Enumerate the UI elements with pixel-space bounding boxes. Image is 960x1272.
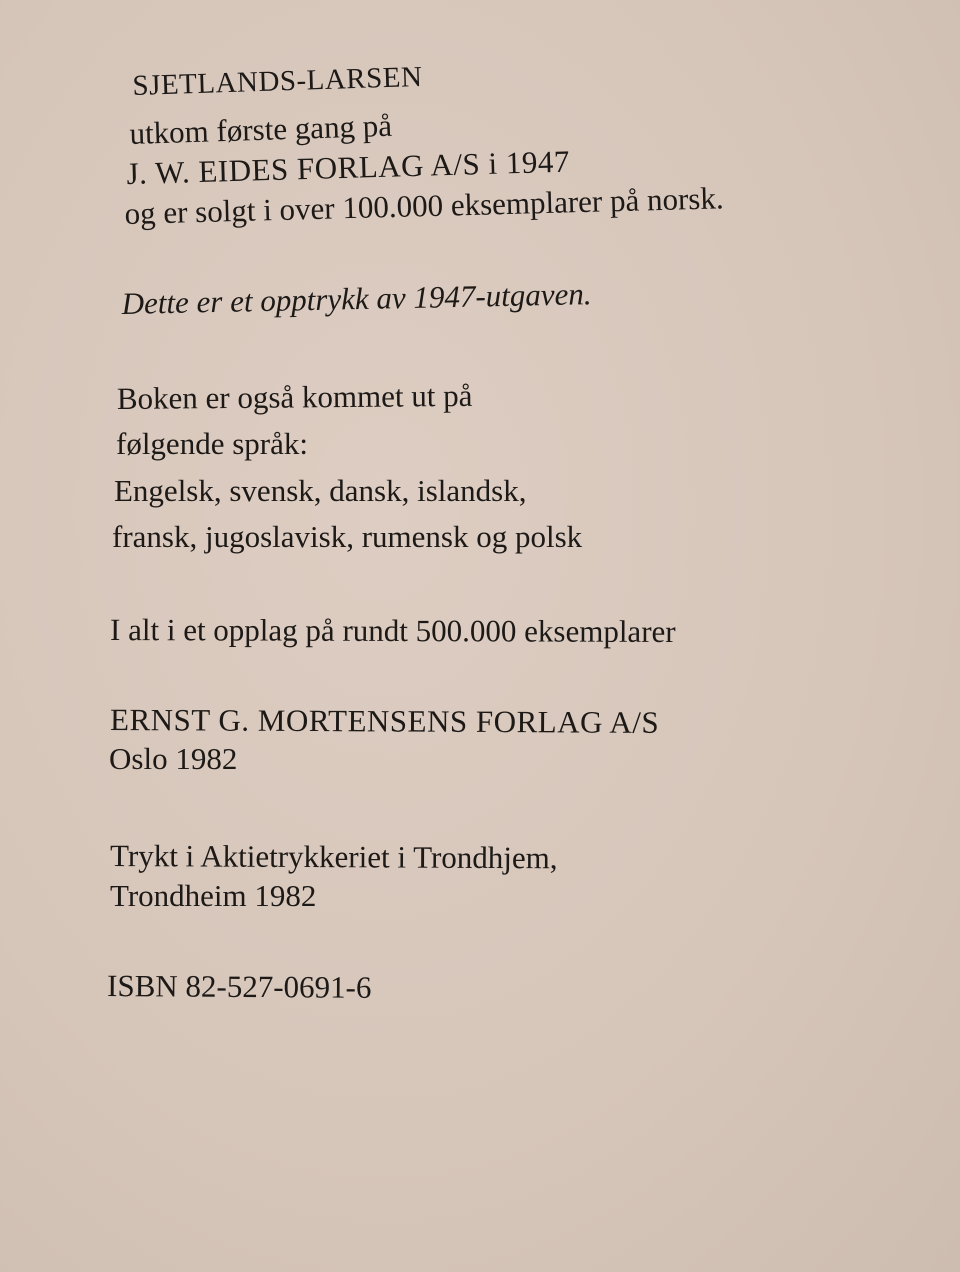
printer-line-1: Trykt i Aktietrykkeriet i Trondhjem, [109, 838, 558, 876]
publisher-text: ERNST G. MORTENSENS FORLAG A/S [109, 702, 660, 740]
printer-line-2: Trondheim 1982 [110, 878, 317, 913]
publisher-place-text: Oslo 1982 [109, 741, 238, 776]
sales-text: og er solgt i over 100.000 eksemplarer på norsk. [124, 180, 725, 231]
isbn-text: ISBN 82-527-0691-6 [106, 968, 372, 1005]
book-title: SJETLANDS-LARSEN [132, 60, 423, 102]
reprint-note: Dette er et opptrykk av 1947-utgaven. [121, 276, 592, 321]
original-publisher-text: J. W. EIDES FORLAG A/S i 1947 [126, 143, 571, 191]
languages-intro-line-1: Boken er også kommet ut på [116, 377, 473, 416]
languages-line-1: Engelsk, svensk, dansk, islandsk, [114, 473, 527, 508]
total-print-text: I alt i et opplag på rundt 500.000 eksemplarer [109, 612, 676, 649]
first-published-text: utkom første gang på [128, 107, 393, 151]
languages-line-2: fransk, jugoslavisk, rumensk og polsk [112, 519, 583, 554]
languages-intro-line-2: følgende språk: [116, 426, 308, 461]
